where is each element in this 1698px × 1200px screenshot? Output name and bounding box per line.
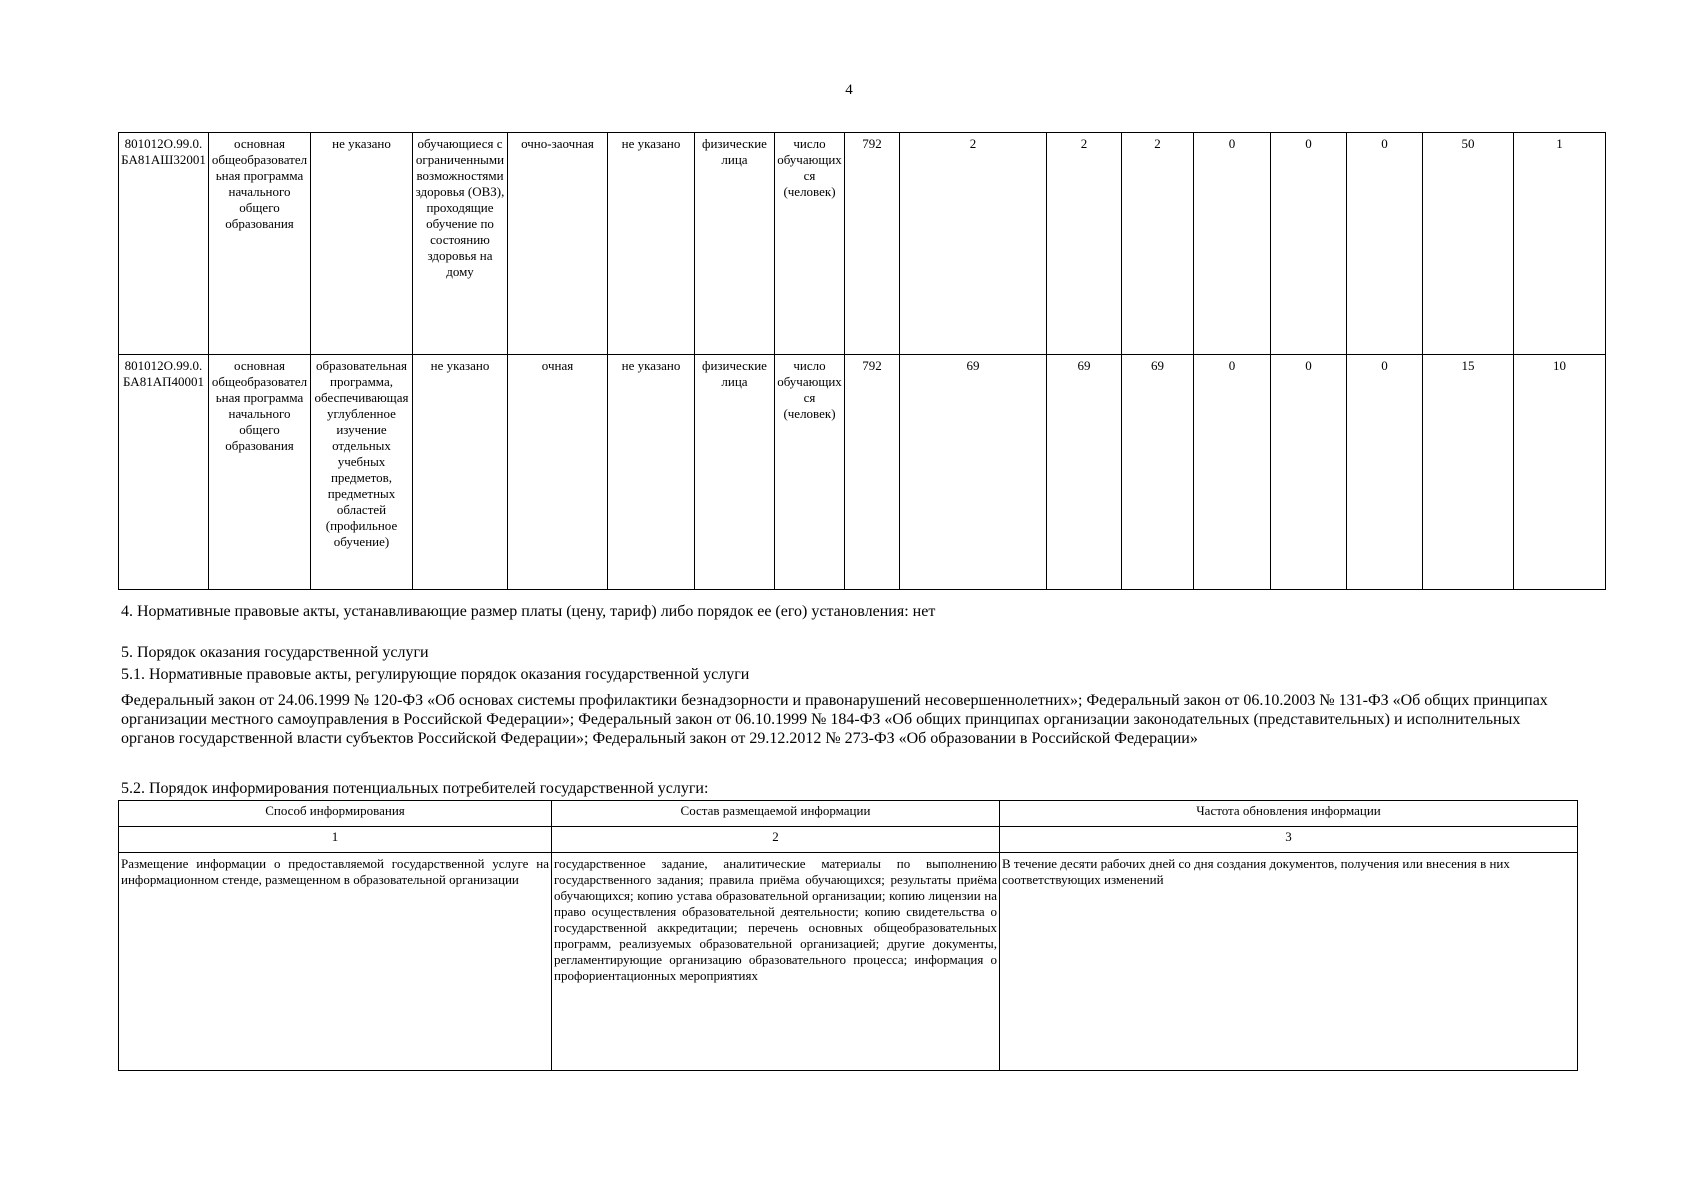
table-cell: не указано [608, 133, 695, 355]
column-header: Частота обновления информации [1000, 801, 1578, 827]
section-4-text: 4. Нормативные правовые акты, устанавливающие размер платы (цену, тариф) либо порядок ее (его) установления: нет [121, 603, 936, 620]
section-5-2-heading: 5.2. Порядок информирования потенциальных потребителей государственной услуги: [121, 780, 709, 797]
table-cell: обучающиеся с ограниченными возможностями здоровья (ОВЗ), проходящие обучение по состоянию здоровья на дому [413, 133, 508, 355]
table-cell: не указано [413, 355, 508, 590]
table-cell: 69 [1047, 355, 1122, 590]
table-cell: не указано [311, 133, 413, 355]
table-row [119, 827, 1578, 853]
column-header: Способ информирования [119, 801, 552, 827]
indicators-table [118, 132, 1606, 590]
column-header: Состав размещаемой информации [552, 801, 1000, 827]
table-row [119, 355, 1606, 590]
section-5-1-body: Федеральный закон от 24.06.1999 № 120-ФЗ «Об основах системы профилактики безнадзорности и правонарушений несовершеннолетних»; Федеральный закон от 06.10.2003 № 131-ФЗ «Об общих принципах организации местного самоуправления в Российской Федерации»; Федеральный закон от 06.10.1999 № 184-ФЗ «Об общих принципах организации законодательных (представительных) и исполнительных органов государственной власти субъектов Российской Федерации»; Федеральный закон от 29.12.2012 № 273-ФЗ «Об образовании в Российской Федерации» [121, 692, 1548, 747]
table-cell: 0 [1271, 133, 1347, 355]
table-cell: основная общеобразовательная программа начального общего образования [209, 133, 311, 355]
table-cell: 792 [845, 133, 900, 355]
informing-table [118, 800, 1578, 1071]
column-number: 2 [552, 827, 1000, 853]
table-cell: 0 [1347, 355, 1423, 590]
table-cell: Размещение информации о предоставляемой государственной услуге на информационном стенде, размещенном в образовательной организации [119, 853, 552, 1071]
table-cell: 792 [845, 355, 900, 590]
table-cell: 50 [1423, 133, 1514, 355]
table-cell: 0 [1194, 355, 1271, 590]
table-cell: 10 [1514, 355, 1606, 590]
table-cell: физические лица [695, 355, 775, 590]
table-cell: 0 [1194, 133, 1271, 355]
column-number: 1 [119, 827, 552, 853]
table-cell: государственное задание, аналитические материалы по выполнению государственного задания; правила приёма обучающихся; результаты приёма обучающихся; копию устава образовательной организации; копию лицензии на право осуществления образовательной деятельности; копию свидетельства о государственной аккредитации; перечень основных общеобразовательных программ, реализуемых образовательной организацией; другие документы, регламентирующие организацию образовательного процесса; информация о профориентационных мероприятиях [552, 853, 1000, 1071]
table-cell: В течение десяти рабочих дней со дня создания документов, получения или внесения в них соответствующих изменений [1000, 853, 1578, 1071]
table-cell: 801012О.99.0.БА81АП40001 [119, 355, 209, 590]
table-cell: число обучающихся (человек) [775, 133, 845, 355]
table-cell: число обучающихся (человек) [775, 355, 845, 590]
table-cell: 0 [1271, 355, 1347, 590]
table-cell: 801012О.99.0.БА81АШ32001 [119, 133, 209, 355]
table-cell: 15 [1423, 355, 1514, 590]
table-cell: 69 [900, 355, 1047, 590]
table-cell: очная [508, 355, 608, 590]
table-cell: 69 [1122, 355, 1194, 590]
table-cell: 2 [1047, 133, 1122, 355]
table-header-row [119, 801, 1578, 827]
table-cell: 2 [1122, 133, 1194, 355]
page-number: 4 [845, 82, 853, 98]
table-cell: 0 [1347, 133, 1423, 355]
table-cell: физические лица [695, 133, 775, 355]
column-number: 3 [1000, 827, 1578, 853]
table-cell: образовательная программа, обеспечивающая углубленное изучение отдельных учебных предметов, предметных областей (профильное обучение) [311, 355, 413, 590]
section-5-heading: 5. Порядок оказания государственной услуги [121, 644, 429, 661]
table-row [119, 133, 1606, 355]
table-cell: 1 [1514, 133, 1606, 355]
table-cell: основная общеобразовательная программа начального общего образования [209, 355, 311, 590]
table-cell: очно-заочная [508, 133, 608, 355]
table-cell: 2 [900, 133, 1047, 355]
section-5-1-heading: 5.1. Нормативные правовые акты, регулирующие порядок оказания государственной услуги [121, 666, 750, 683]
table-row [119, 853, 1578, 1071]
table-cell: не указано [608, 355, 695, 590]
